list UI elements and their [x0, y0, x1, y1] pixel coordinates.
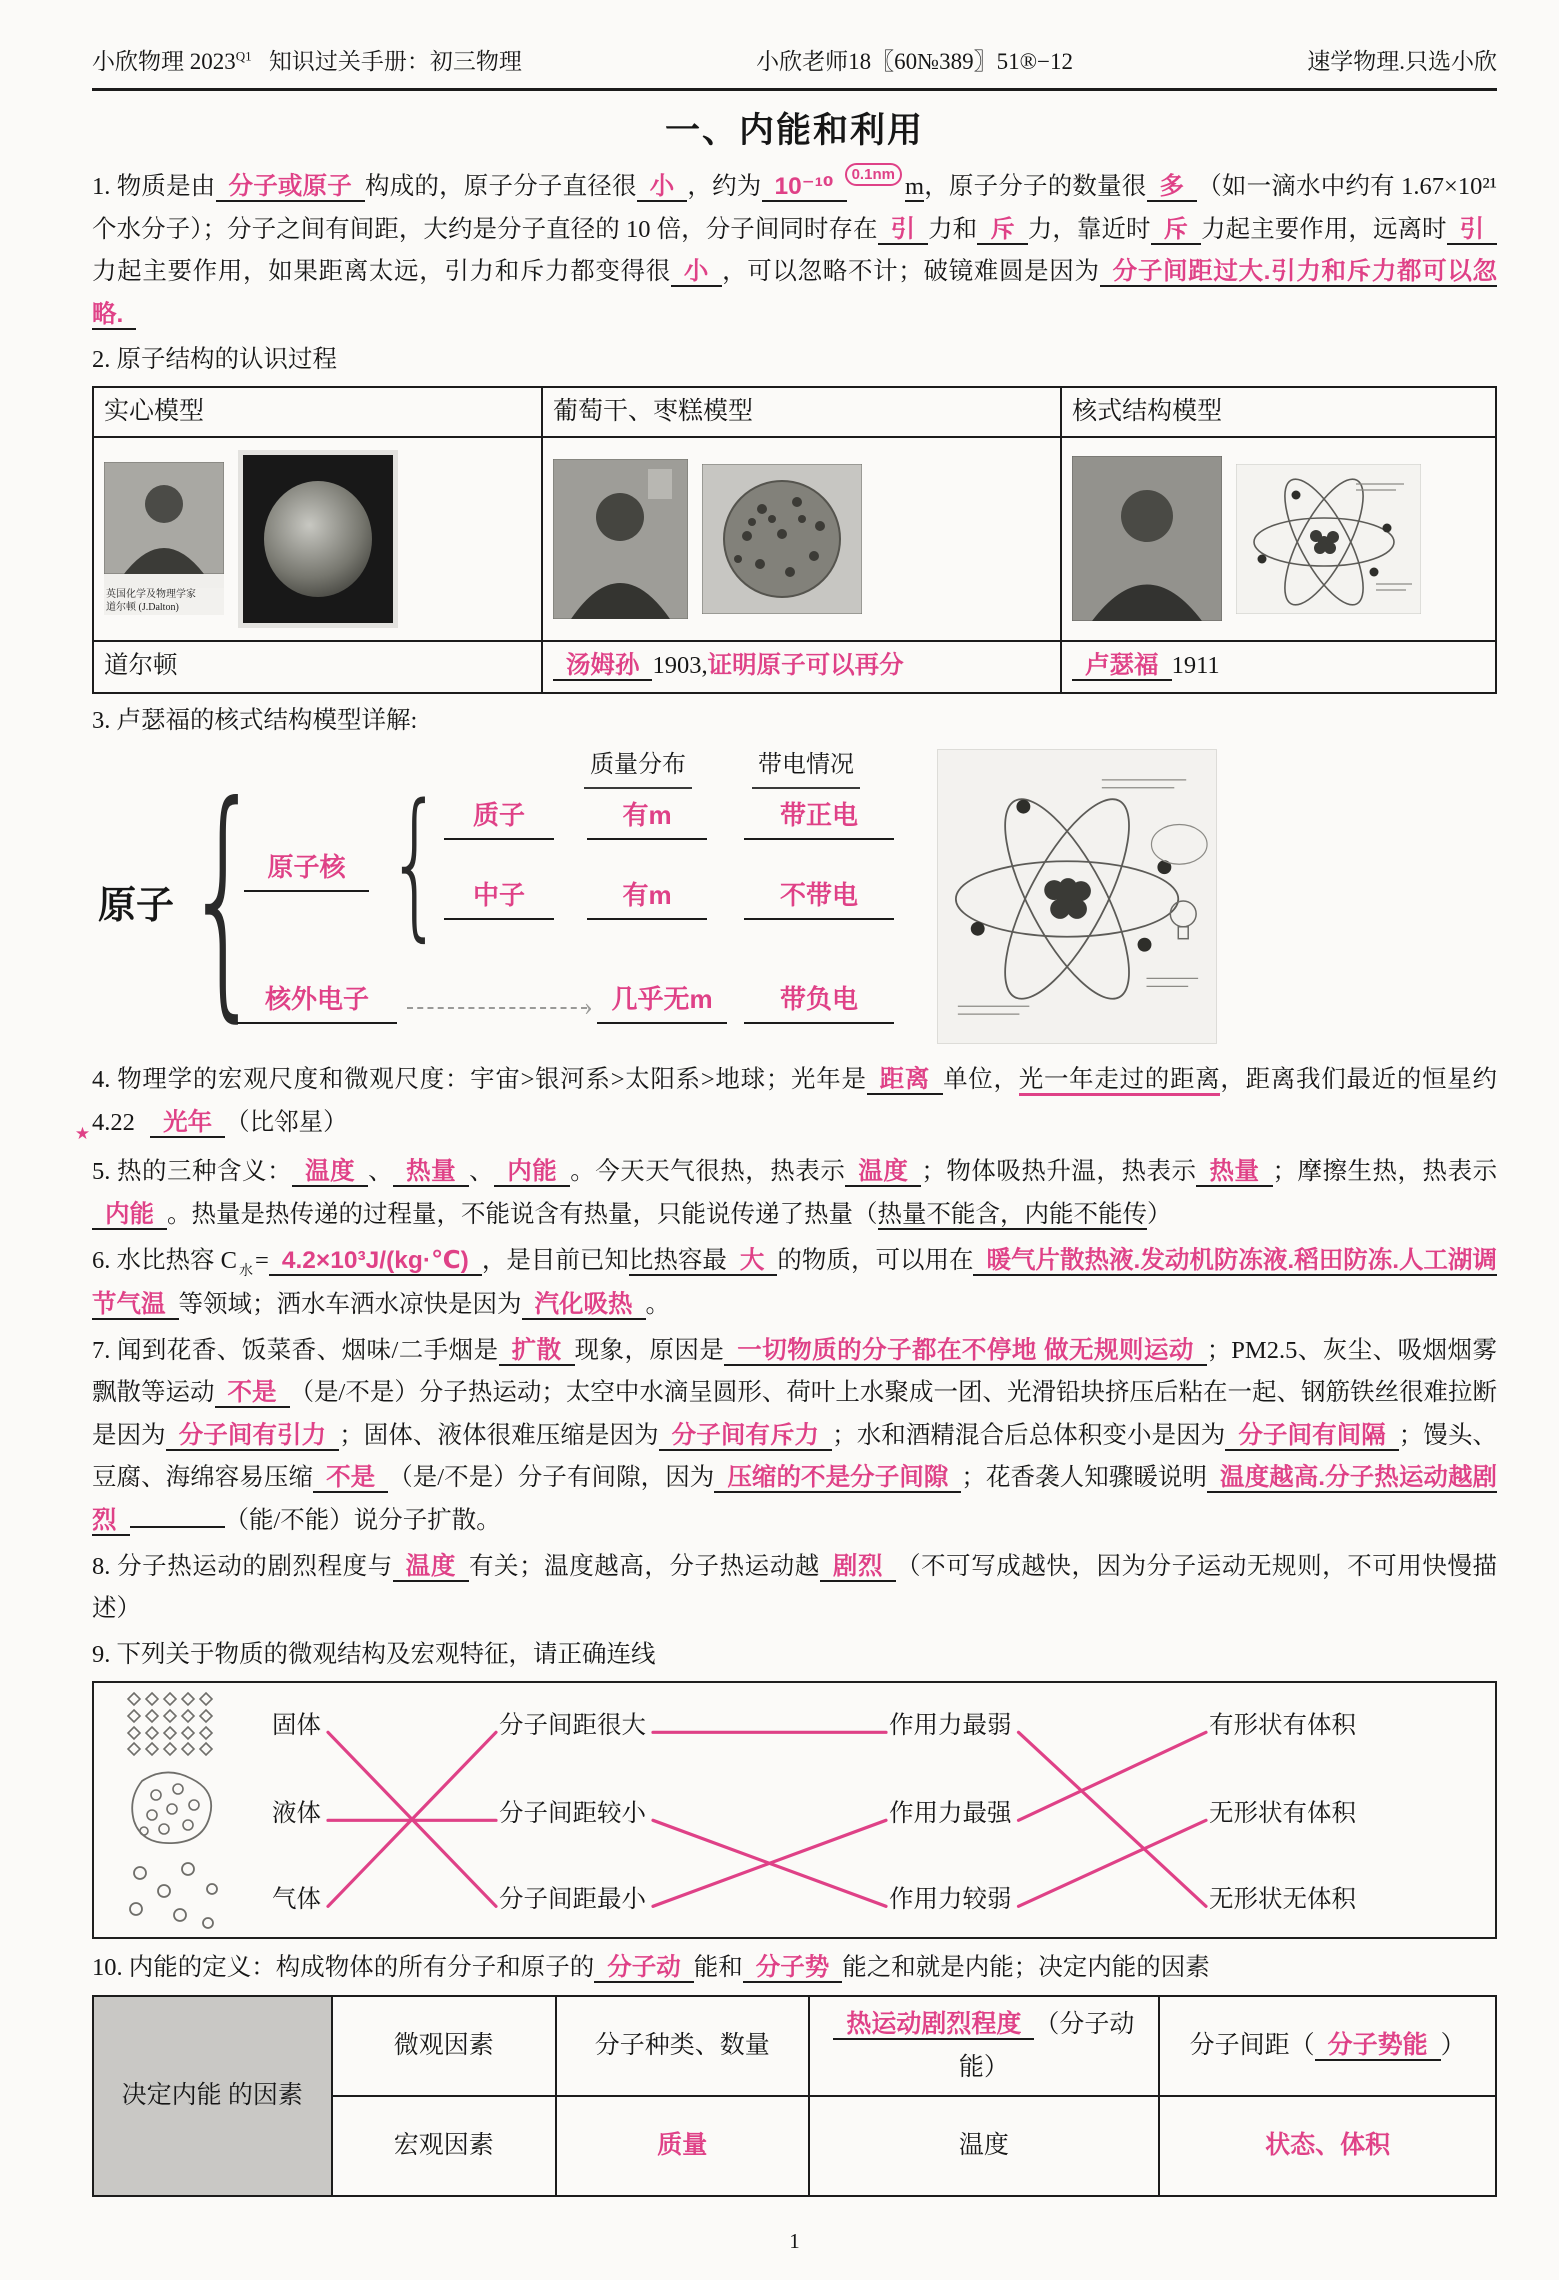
dalton-cell	[93, 437, 542, 641]
thomson-cell	[542, 437, 1061, 641]
match-item-spacing-smaller: 分子间距较小	[499, 1799, 646, 1827]
match-item-gas: 气体	[272, 1885, 321, 1913]
macro-state-cell: 状态、体积	[1159, 2096, 1496, 2196]
liquid-blob-icon	[126, 1769, 218, 1847]
neutron-charge: 不带电	[744, 873, 894, 920]
internal-energy-factors-table	[92, 1995, 1497, 2197]
page-number: 1	[789, 2229, 800, 2254]
header-handbook: 知识过关手册：初三物理	[268, 49, 522, 74]
thomson-name: 汤姆孙 1903,证明原子可以再分	[542, 641, 1061, 693]
nucleus-brace-icon: {	[387, 769, 443, 957]
match-item-force-weaker: 作用力较弱	[889, 1885, 1012, 1913]
header-brand: 小欣物理 $2023^{Q1}$ 知识过关手册：初三物理	[92, 48, 522, 74]
electron-arrow-icon	[407, 1007, 587, 1009]
atom-model-photo-icon	[1236, 464, 1421, 614]
question-10: 10. 内能的定义：构成物体的所有分子和原子的 分子动 能和 分子势 能之和就是内能；决定内能的因素	[92, 1953, 1210, 1981]
match-item-solid: 固体	[272, 1711, 321, 1739]
question-4: 4. 物理学的宏观尺度和微观尺度：宇宙>银河系>太阳系>地球；光年是 距离 单位，光一年走过的距离，距离我们最近的恒星约 $4.22_★$ 光年 （比邻星）	[74, 1066, 1498, 1143]
neutron-mass: 有m	[587, 873, 707, 920]
header-slogan: 速学物理.只选小欣	[1307, 49, 1497, 74]
atom-structure-diagram: 质量分布 带电情况 原子 { 原子核 { 质子 有m 带正电 中子 有m 不带电 核外电子 › 几乎无m 带负电	[92, 745, 1497, 1055]
page-title: 一、内能和利用	[664, 111, 924, 151]
model-header-solid: 实心模型	[93, 387, 542, 437]
mass-column-header: 质量分布	[584, 745, 692, 789]
atom-brace-icon: {	[184, 752, 264, 1044]
micro-spacing-cell: 分子间距（ 分子势能 ）	[1159, 1996, 1496, 2096]
macro-mass-cell: 质量	[556, 2096, 809, 2196]
factors-row-micro	[93, 1996, 1496, 2096]
match-item-force-weakest: 作用力最弱	[889, 1711, 1012, 1739]
models-name-row	[93, 641, 1496, 693]
header-teacher: 小欣老师18〖60№389〗51®−12	[756, 49, 1074, 74]
micro-motion-cell: 热运动剧烈程度 （分子动能）	[809, 1996, 1160, 2096]
electron-charge: 带负电	[744, 977, 894, 1024]
electron-mass: 几乎无m	[597, 977, 727, 1024]
nucleus-label: 原子核	[244, 845, 369, 892]
match-item-noshape-volume: 无形状有体积	[1209, 1799, 1356, 1827]
match-item-liquid: 液体	[272, 1799, 321, 1827]
question-3-label: 3. 卢瑟福的核式结构模型详解:	[92, 706, 418, 734]
micro-kind-count: 分子种类、数量	[556, 1996, 809, 2096]
match-item-force-strongest: 作用力最强	[889, 1799, 1012, 1827]
solid-lattice-icon	[126, 1691, 218, 1757]
question-7: 7. 闻到花香、饭菜香、烟味/二手烟是 扩散 现象，原因是 一切物质的分子都在不停地 做无规则运动 ；PM2.5、灰尘、吸烟烟雾飘散等运动 不是 （是/不是）分子热运动；太空中水滴呈圆形、荷叶上水聚成一团、光滑铅块挤压后粘在一起、钢筋铁丝很难拉断是因为 分子间有引力 ；固体、液体很难压缩是因为 分子间有斥力 ；水和酒精混合后总体积变小是因为 分子间有间隔 ；馒头、豆腐、海绵容易压缩 不是 （是/不是）分子有间隙，因为 压缩的不是分子间隙 ；花香袭人知骤暖说明 温度越高.分子热运动越剧烈 （能/不能）说分子扩散。	[92, 1336, 1498, 1535]
thomson-portrait-icon	[553, 459, 688, 619]
proton-label: 质子	[444, 793, 554, 840]
rutherford-model-figure-icon	[937, 749, 1217, 1044]
question-6: 6. 水比热容 C $_水$= 4.2×10³J/(kg·℃) ，是目前已知比热容最 大 的物质，可以用在 暖气片散热液.发动机防冻液.稻田防冻.人工湖调节气温 等领域；洒水车洒水凉快是因为 汽化吸热 。	[92, 1246, 1498, 1318]
rutherford-name: 卢瑟福 1911	[1061, 641, 1496, 693]
factors-left-header: 决定内能 的因素	[93, 1996, 332, 2196]
dalton-portrait-icon	[104, 462, 224, 602]
rutherford-portrait-icon	[1072, 456, 1222, 621]
model-header-pudding: 葡萄干、枣糕模型	[542, 387, 1061, 437]
match-box	[92, 1681, 1497, 1939]
match-item-spacing-large: 分子间距很大	[499, 1711, 646, 1739]
question-9-label: 9. 下列关于物质的微观结构及宏观特征，请正确连线	[92, 1640, 656, 1668]
dalton-caption-line2: 道尔顿 (J.Dalton)	[106, 601, 179, 613]
plum-pudding-icon	[702, 464, 862, 614]
question-1: 1. 物质是由 分子或原子 构成的，原子分子直径很 小 ，约为 10⁻¹⁰ 0.1nm m，原子分子的数量很 多 （如一滴水中约有 1.67×10²¹ 个水分子）；分子之间有间距，大约是分子直径的 10 倍，分子间同时存在 引 力和 斥 力，靠近时 斥 力起主要作用，远离时 引力起主要作用，如果距离太远，引力和斥力都变得很 小 ，可以忽略不计；破镜难圆是因为 分子间距过大.引力和斥力都可以忽略.	[92, 166, 1497, 337]
dalton-name: 道尔顿	[93, 641, 542, 693]
dalton-portrait-photo	[104, 462, 224, 616]
proton-charge: 带正电	[744, 793, 894, 840]
models-header-row	[93, 387, 1496, 437]
atom-root-label: 原子	[98, 885, 175, 928]
macro-temp-cell: 温度	[809, 2096, 1160, 2196]
match-item-noshape-novolume: 无形状无体积	[1209, 1885, 1356, 1913]
dalton-caption-line1: 英国化学及物理学家	[106, 589, 196, 601]
page-header	[92, 42, 1497, 91]
solid-sphere-icon	[264, 481, 372, 597]
charge-column-header: 带电情况	[752, 745, 860, 789]
models-photo-row	[93, 437, 1496, 641]
electron-label: 核外电子	[237, 977, 397, 1024]
model-header-nuclear: 核式结构模型	[1061, 387, 1496, 437]
models-table	[92, 386, 1497, 694]
question-8: 8. 分子热运动的剧烈程度与 温度 有关；温度越高，分子热运动越 剧烈 （不可写成越快，因为分子运动无规则，不可用快慢描述）	[92, 1552, 1498, 1623]
gas-particles-icon	[126, 1861, 218, 1933]
match-item-shape-volume: 有形状有体积	[1209, 1711, 1356, 1739]
question-5: 5. 热的三种含义： 温度 、 热量 、 内能 。今天天气很热，热表示 温度 ；物体吸热升温，热表示 热量 ；摩擦生热，热表示内能 。热量是热传递的过程量，不能说含有热量，只能说传递了热量（热量不能含，内能不能传）	[92, 1158, 1498, 1228]
solid-sphere-photo	[238, 450, 398, 628]
neutron-label: 中子	[444, 873, 554, 920]
header-brand-sup: Q1	[235, 48, 252, 64]
proton-mass: 有m	[587, 793, 707, 840]
match-item-spacing-least: 分子间距最小	[499, 1885, 646, 1913]
macro-factor-label: 宏观因素	[332, 2096, 556, 2196]
question-2-label: 2. 原子结构的认识过程	[92, 346, 337, 374]
micro-factor-label: 微观因素	[332, 1996, 556, 2096]
rutherford-cell	[1061, 437, 1496, 641]
